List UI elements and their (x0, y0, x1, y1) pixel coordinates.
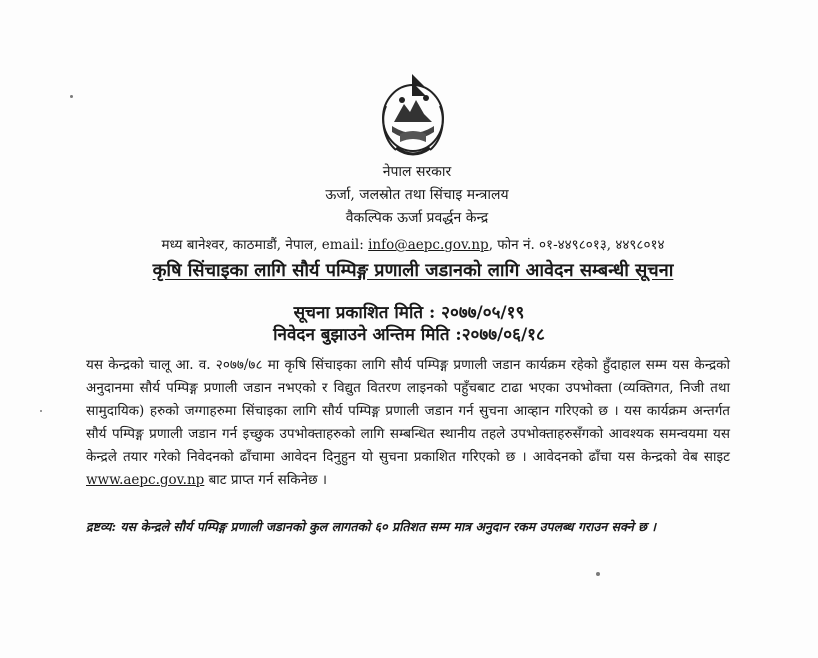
email-link[interactable]: info@aepc.gov.np (368, 237, 489, 253)
website-link[interactable]: www.aepc.gov.np (86, 472, 205, 488)
phone-text: , फोन नं. ०१-४४९८०१३, ४४९८०१४ (488, 237, 665, 253)
published-date: सूचना प्रकाशित मिति : २०७७/०५/१९ (293, 303, 525, 323)
notice-body (86, 354, 730, 492)
footnote: द्रष्टव्य: यस केन्द्रले सौर्य पम्पिङ्ग प्रणाली जडानको कुल लागतको ६० प्रतिशत सम्म मात्र अनुदान रकम उपलब्ध गराउन सक्ने छ । (86, 519, 656, 534)
ministry-name: ऊर्जा, जलस्रोत तथा सिंचाइ मन्त्रालय (325, 187, 509, 203)
notice-title: कृषि सिंचाइका लागि सौर्य पम्पिङ्ग प्रणाली जडानको लागि आवेदन सम्बन्धी सूचना (152, 260, 674, 281)
government-name: नेपाल सरकार (382, 164, 452, 180)
scan-speck (40, 410, 42, 412)
body-paragraph: यस केन्द्रको चालू आ. व. २०७७/७८ मा कृषि सिंचाइका लागि सौर्य पम्पिङ्ग प्रणाली जडान कार्यक्रम रहेको हुँदाहाल सम्म यस केन्द्रको अनुदानमा सौर्य पम्पिङ्ग प्रणाली जडान नभएको र विद्युत वितरण लाइनको पहुँचबाट टाढा भएका उपभोक्ता (व्यक्तिगत, निजी तथा सामुदायिक) हरुको जग्गाहरुमा सिंचाइका लागि सौर्य पम्पिङ्ग प्रणाली जडान गर्न सुचना आव्हान गरिएको छ । यस कार्यक्रम अन्तर्गत सौर्य पम्पिङ्ग प्रणाली जडान गर्न इच्छुक उपभोक्ताहरुको लागि सम्बन्धित स्थानीय तहले उपभोक्ताहरुसँगको आवश्यक समन्वयमा यस केन्द्रले तयार गरेको निवेदनको ढाँचामा आवेदन दिनुहुन यो सुचना प्रकाशित गरिएको छ । आवेदनको ढाँचा यस केन्द्रको वेब साइट (86, 357, 730, 465)
scan-speck (70, 95, 73, 98)
scan-speck (596, 572, 600, 576)
address-text: मध्य बानेश्वर, काठमाडौं, नेपाल, email: (161, 237, 369, 253)
nepal-emblem-icon (372, 70, 454, 162)
centre-name: वैकल्पिक ऊर्जा प्रवर्द्धन केन्द्र (345, 210, 489, 226)
body-paragraph-end: बाट प्राप्त गर्न सकिनेछ । (204, 472, 327, 488)
submission-deadline: निवेदन बुझाउने अन्तिम मिति :२०७७/०६/१८ (273, 325, 545, 345)
contact-address (4, 235, 818, 253)
